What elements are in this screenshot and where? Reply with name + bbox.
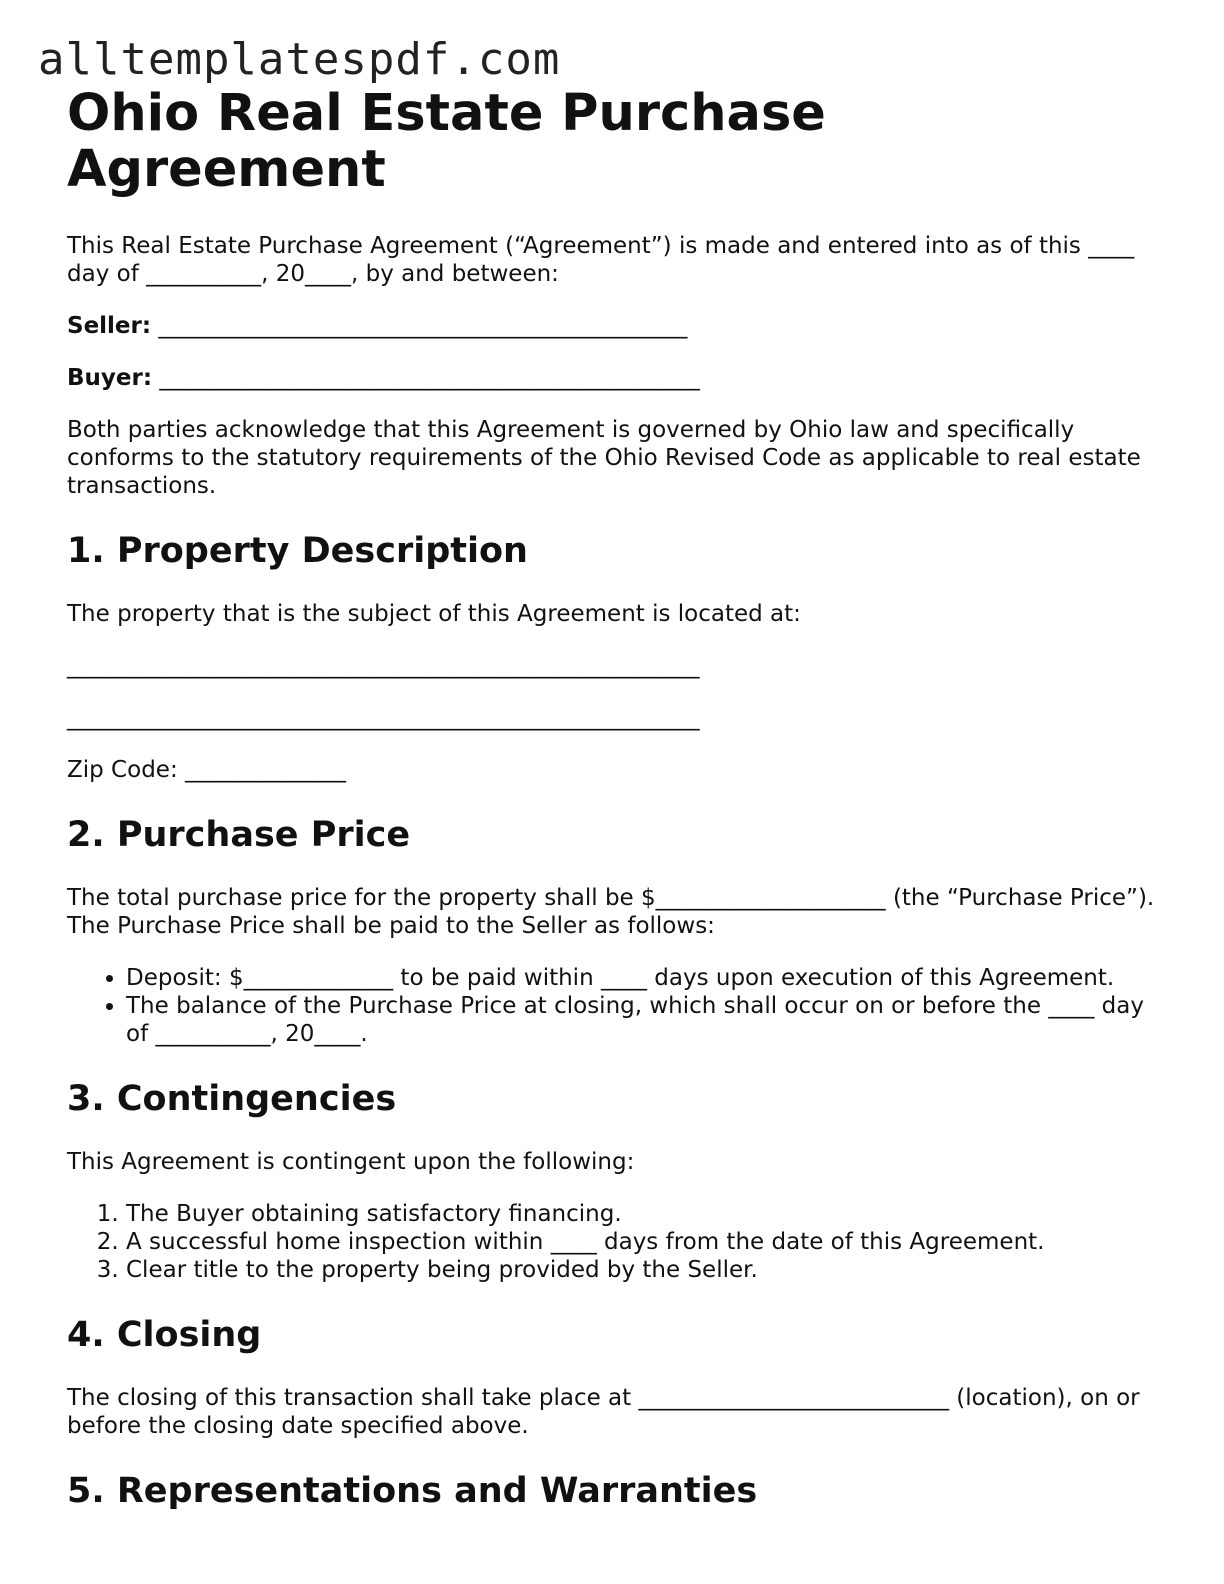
seller-blank: ______________________________________________: [151, 313, 688, 339]
closing-text: The closing of this transaction shall take place at ___________________________ (location), on or before the closing date specified above.: [67, 1385, 1140, 1439]
list-item: 2. A successful home inspection within ____ days from the date of this Agreement.: [126, 1228, 1157, 1256]
seller-label: Seller:: [67, 313, 152, 339]
address-line-2: _______________________________________________________: [67, 705, 700, 731]
intro-paragraph: This Real Estate Purchase Agreement (“Agreement”) is made and entered into as of this ____ day of __________, 20____, by and between:: [67, 233, 1135, 287]
list-item: 3. Clear title to the property being provided by the Seller.: [126, 1256, 1157, 1284]
section-heading-closing: 4. Closing: [67, 1315, 262, 1355]
contingencies-list: [67, 1200, 1157, 1284]
document-title: Ohio Real Estate Purchase Agreement: [67, 84, 826, 199]
seller-line: [67, 312, 1157, 340]
list-item: • The balance of the Purchase Price at closing, which shall occur on or before the ____ day of __________, 20____.: [126, 992, 1157, 1048]
watermark: alltemplatespdf.com: [38, 34, 561, 85]
address-line-1: _______________________________________________________: [67, 653, 700, 679]
buyer-blank: _______________________________________________: [152, 365, 700, 391]
section-heading-contingencies: 3. Contingencies: [67, 1079, 397, 1119]
section-heading-property: 1. Property Description: [67, 531, 528, 571]
payment-list: [67, 964, 1157, 1048]
document-body: [67, 86, 1157, 1540]
list-item: 1. The Buyer obtaining satisfactory financing.: [126, 1200, 1157, 1228]
governing-law-paragraph: Both parties acknowledge that this Agreement is governed by Ohio law and specifically conforms to the statutory requirements of the Ohio Revised Code as applicable to real estate transactions.: [67, 417, 1141, 499]
zip-code-line: Zip Code: ______________: [67, 757, 346, 783]
section-heading-warranties: 5. Representations and Warranties: [67, 1471, 758, 1511]
price-text: The total purchase price for the property shall be $____________________ (the “Purchase Price”). The Purchase Price shall be paid to the Seller as follows:: [67, 885, 1155, 939]
contingencies-text: This Agreement is contingent upon the following:: [67, 1149, 635, 1175]
section-heading-price: 2. Purchase Price: [67, 815, 411, 855]
buyer-line: [67, 364, 1157, 392]
list-item: • Deposit: $_____________ to be paid within ____ days upon execution of this Agreement.: [126, 964, 1157, 992]
property-text: The property that is the subject of this Agreement is located at:: [67, 601, 801, 627]
buyer-label: Buyer:: [67, 365, 153, 391]
